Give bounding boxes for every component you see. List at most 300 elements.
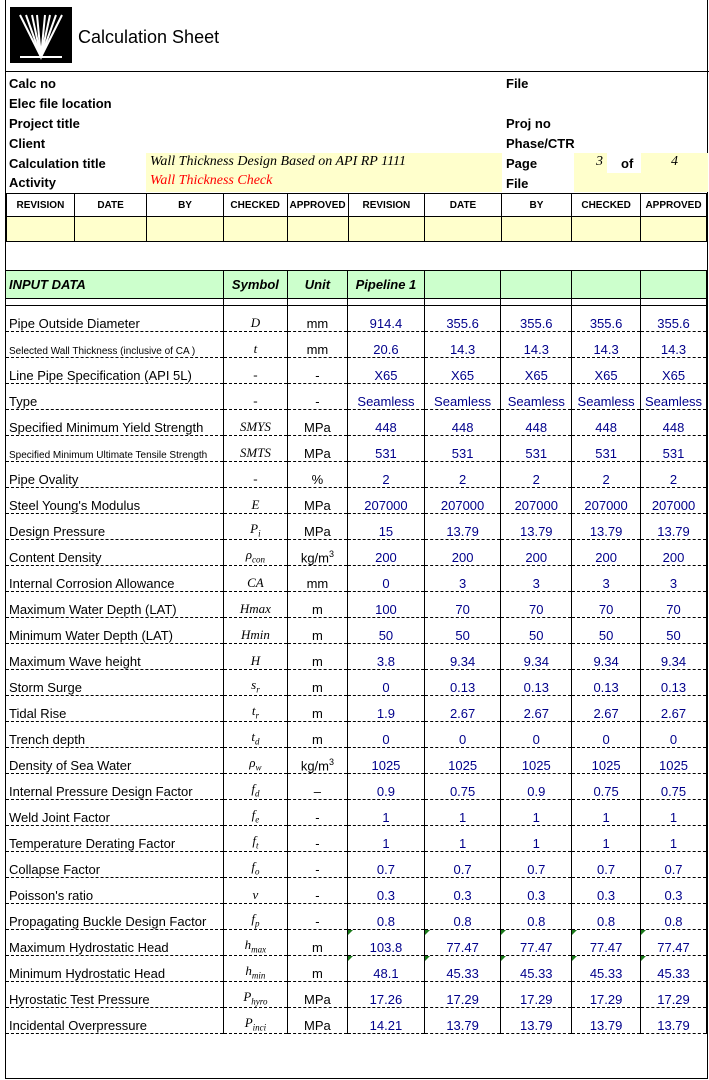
value-text: X65 xyxy=(374,368,398,383)
revision-cell-6[interactable] xyxy=(425,217,502,242)
value-cell[interactable] xyxy=(572,410,641,436)
value-cell[interactable] xyxy=(424,800,501,826)
value-text: 13.79 xyxy=(657,524,690,539)
value-cell[interactable] xyxy=(348,748,425,774)
value-text: 0.7 xyxy=(527,862,546,877)
value-cell[interactable] xyxy=(501,540,572,566)
value-cell[interactable] xyxy=(572,618,641,644)
value-cell[interactable] xyxy=(501,670,572,696)
value-cell[interactable] xyxy=(641,618,707,644)
row-unit: - xyxy=(287,826,347,852)
value-cell[interactable] xyxy=(424,566,501,592)
value-cell[interactable] xyxy=(572,696,641,722)
value-cell[interactable] xyxy=(641,592,707,618)
value-text: 448 xyxy=(595,420,617,435)
value-text: 1 xyxy=(669,836,678,851)
revision-cell-4[interactable] xyxy=(287,217,348,242)
value-cell[interactable] xyxy=(348,904,425,930)
value-text: 1025 xyxy=(371,758,401,773)
revision-cell-5[interactable] xyxy=(348,217,425,242)
row-unit: mm xyxy=(287,306,347,332)
value-cell[interactable] xyxy=(501,410,572,436)
value-cell[interactable] xyxy=(641,930,707,956)
value-cell[interactable] xyxy=(424,904,501,930)
value-text: 207000 xyxy=(514,498,558,513)
row-unit: - xyxy=(287,358,347,384)
value-text: X65 xyxy=(661,368,686,383)
row-symbol: $f_o$ xyxy=(224,852,288,878)
value-cell[interactable] xyxy=(348,462,425,488)
value-cell[interactable] xyxy=(572,306,641,332)
value-cell[interactable] xyxy=(348,592,425,618)
value-cell[interactable] xyxy=(424,592,501,618)
row-symbol: Hmin xyxy=(224,618,288,644)
value-text: 50 xyxy=(529,628,544,643)
value-text: 48.1 xyxy=(373,966,399,981)
value-cell[interactable] xyxy=(641,774,707,800)
proj-no-label: Proj no xyxy=(506,116,551,131)
value-cell[interactable] xyxy=(641,332,707,358)
value-cell[interactable] xyxy=(572,1008,641,1034)
value-cell[interactable] xyxy=(348,722,425,748)
value-text: 448 xyxy=(451,420,474,435)
value-cell[interactable] xyxy=(424,826,501,852)
value-cell[interactable] xyxy=(641,982,707,1008)
formula-flag-icon xyxy=(572,930,577,935)
value-cell[interactable] xyxy=(424,878,501,904)
value-cell[interactable] xyxy=(572,384,641,410)
value-cell[interactable] xyxy=(501,644,572,670)
value-cell[interactable] xyxy=(641,826,707,852)
row-symbol: $f_p$ xyxy=(224,904,288,930)
table-row xyxy=(6,748,707,774)
row-symbol: $\rho_w$ xyxy=(224,748,288,774)
value-cell[interactable] xyxy=(501,488,572,514)
value-cell[interactable] xyxy=(501,722,572,748)
value-text: 1 xyxy=(382,810,390,825)
row-unit: $kg/m^3$ xyxy=(287,540,347,566)
value-text: 14.3 xyxy=(449,342,476,357)
value-cell[interactable] xyxy=(424,384,501,410)
value-text: 355.6 xyxy=(520,316,553,331)
value-cell[interactable] xyxy=(572,852,641,878)
row-label: Storm Surge xyxy=(6,670,224,696)
value-text: X65 xyxy=(524,368,548,383)
value-text: 0.75 xyxy=(449,784,476,799)
value-cell[interactable] xyxy=(641,748,707,774)
value-cell[interactable] xyxy=(641,384,707,410)
value-text: X65 xyxy=(451,368,475,383)
value-text: 77.47 xyxy=(657,940,690,955)
value-cell[interactable] xyxy=(641,878,707,904)
row-label: Line Pipe Specification (API 5L) xyxy=(6,358,224,384)
pipeline-5-header xyxy=(641,271,707,299)
value-cell[interactable] xyxy=(424,982,501,1008)
row-unit: m xyxy=(287,956,347,982)
value-cell[interactable] xyxy=(641,956,707,982)
value-text: 2 xyxy=(458,472,467,487)
value-text: 1 xyxy=(382,836,390,851)
value-text: 17.29 xyxy=(446,992,479,1007)
value-cell[interactable] xyxy=(424,852,501,878)
spacer-cell xyxy=(224,299,288,306)
value-cell[interactable] xyxy=(348,540,425,566)
value-cell[interactable] xyxy=(572,358,641,384)
revision-header-3: CHECKED xyxy=(223,194,287,217)
row-symbol: $s_r$ xyxy=(224,670,288,696)
value-cell[interactable] xyxy=(641,644,707,670)
revision-cell-8[interactable] xyxy=(572,217,641,242)
table-row xyxy=(6,722,707,748)
value-cell[interactable] xyxy=(501,826,572,852)
value-cell[interactable] xyxy=(572,904,641,930)
value-cell[interactable] xyxy=(572,722,641,748)
value-cell[interactable] xyxy=(424,358,501,384)
value-text: 17.29 xyxy=(589,992,623,1007)
row-label: Hyrostatic Test Pressure xyxy=(6,982,224,1008)
row-unit: MPa xyxy=(287,436,347,462)
value-cell[interactable] xyxy=(641,436,707,462)
value-cell[interactable] xyxy=(348,956,425,982)
value-cell[interactable] xyxy=(641,722,707,748)
value-text: 3 xyxy=(669,576,678,591)
value-cell[interactable] xyxy=(348,410,425,436)
table-row xyxy=(6,696,707,722)
value-cell[interactable] xyxy=(424,774,501,800)
value-cell[interactable] xyxy=(641,540,707,566)
row-symbol: $f_e$ xyxy=(224,800,288,826)
value-cell[interactable] xyxy=(348,878,425,904)
value-cell[interactable] xyxy=(348,436,425,462)
value-cell[interactable] xyxy=(572,982,641,1008)
table-row xyxy=(6,644,707,670)
table-row xyxy=(6,592,707,618)
revision-header-8: CHECKED xyxy=(572,194,641,217)
input-data-table xyxy=(6,270,707,1034)
value-cell[interactable] xyxy=(572,774,641,800)
value-cell[interactable] xyxy=(501,774,572,800)
value-cell[interactable] xyxy=(641,488,707,514)
value-cell[interactable] xyxy=(348,696,425,722)
page-total-field[interactable] xyxy=(641,153,708,173)
value-text: 9.34 xyxy=(593,654,619,669)
value-text: 3 xyxy=(458,576,467,591)
value-cell[interactable] xyxy=(501,306,572,332)
value-cell[interactable] xyxy=(348,930,425,956)
value-cell[interactable] xyxy=(641,852,707,878)
value-cell[interactable] xyxy=(348,332,425,358)
row-label: Internal Pressure Design Factor xyxy=(6,774,224,800)
row-symbol: $h_{max}$ xyxy=(224,930,288,956)
value-cell[interactable] xyxy=(572,332,641,358)
value-cell[interactable] xyxy=(572,748,641,774)
table-row xyxy=(6,358,707,384)
value-cell[interactable] xyxy=(641,800,707,826)
value-cell[interactable] xyxy=(641,410,707,436)
formula-flag-icon xyxy=(348,930,353,935)
row-label: Internal Corrosion Allowance xyxy=(6,566,224,592)
value-cell[interactable] xyxy=(348,1008,425,1034)
value-cell[interactable] xyxy=(424,930,501,956)
value-cell[interactable] xyxy=(424,748,501,774)
value-text: 103.8 xyxy=(369,940,403,955)
value-text: 200 xyxy=(525,550,548,565)
value-cell[interactable] xyxy=(501,358,572,384)
value-text: 15 xyxy=(378,524,394,539)
value-cell[interactable] xyxy=(572,644,641,670)
value-cell[interactable] xyxy=(424,956,501,982)
value-cell[interactable] xyxy=(424,332,501,358)
row-unit: - xyxy=(287,384,347,410)
value-text: 13.79 xyxy=(589,524,623,539)
value-text: 1025 xyxy=(659,758,688,773)
value-cell[interactable] xyxy=(348,826,425,852)
value-text: 200 xyxy=(662,550,685,565)
value-cell[interactable] xyxy=(501,436,572,462)
value-cell[interactable] xyxy=(348,514,425,540)
value-cell[interactable] xyxy=(501,514,572,540)
value-cell[interactable] xyxy=(501,1008,572,1034)
value-cell[interactable] xyxy=(572,800,641,826)
value-text: 1 xyxy=(602,810,610,825)
row-symbol: $h_{min}$ xyxy=(224,956,288,982)
value-cell[interactable] xyxy=(424,618,501,644)
value-text: 0 xyxy=(382,732,390,747)
unit-header: Unit xyxy=(287,271,347,299)
value-text: 9.34 xyxy=(523,654,549,669)
value-cell[interactable] xyxy=(641,514,707,540)
sheet-header xyxy=(6,0,709,72)
value-text: 531 xyxy=(525,446,548,461)
row-unit: mm xyxy=(287,332,347,358)
value-cell[interactable] xyxy=(424,670,501,696)
page-label: Page xyxy=(506,156,538,171)
value-cell[interactable] xyxy=(501,384,572,410)
value-cell[interactable] xyxy=(348,566,425,592)
table-row xyxy=(6,878,707,904)
value-cell[interactable] xyxy=(501,800,572,826)
value-text: 45.33 xyxy=(657,966,690,981)
value-cell[interactable] xyxy=(641,566,707,592)
value-cell[interactable] xyxy=(501,878,572,904)
value-cell[interactable] xyxy=(501,566,572,592)
value-text: 3.8 xyxy=(376,654,395,669)
table-row xyxy=(6,332,707,358)
revision-cell-2[interactable] xyxy=(147,217,223,242)
spacer-cell xyxy=(641,299,707,306)
value-cell[interactable] xyxy=(572,514,641,540)
value-text: 14.3 xyxy=(593,342,619,357)
revision-cell-0[interactable] xyxy=(7,217,75,242)
value-cell[interactable] xyxy=(424,1008,501,1034)
value-text: 2.67 xyxy=(660,706,687,721)
spacer-cell xyxy=(6,299,224,306)
value-text: 2.67 xyxy=(449,706,476,721)
value-cell[interactable] xyxy=(348,644,425,670)
value-text: 20.6 xyxy=(373,342,399,357)
value-cell[interactable] xyxy=(641,306,707,332)
table-row xyxy=(6,488,707,514)
revision-cell-9[interactable] xyxy=(641,217,707,242)
table-row xyxy=(6,670,707,696)
value-cell[interactable] xyxy=(501,930,572,956)
revision-header-7: BY xyxy=(501,194,571,217)
value-cell[interactable] xyxy=(572,462,641,488)
value-cell[interactable] xyxy=(424,514,501,540)
value-cell[interactable] xyxy=(424,488,501,514)
value-cell[interactable] xyxy=(501,956,572,982)
value-cell[interactable] xyxy=(348,670,425,696)
page-field[interactable] xyxy=(574,153,607,173)
value-cell[interactable] xyxy=(501,748,572,774)
value-text: 0 xyxy=(602,732,610,747)
value-cell[interactable] xyxy=(348,306,425,332)
value-text: 531 xyxy=(662,446,685,461)
page-title: Calculation Sheet xyxy=(78,27,220,47)
value-text: 0 xyxy=(382,576,390,591)
value-cell[interactable] xyxy=(424,306,501,332)
value-cell[interactable] xyxy=(348,384,425,410)
value-cell[interactable] xyxy=(641,462,707,488)
value-text: 1 xyxy=(458,810,467,825)
table-row xyxy=(6,436,707,462)
table-row xyxy=(6,852,707,878)
activity-field[interactable] xyxy=(146,173,502,192)
value-cell[interactable] xyxy=(501,462,572,488)
row-label: Poisson's ratio xyxy=(6,878,224,904)
value-cell[interactable] xyxy=(348,618,425,644)
value-text: 13.79 xyxy=(520,524,553,539)
row-label: Pipe Ovality xyxy=(6,462,224,488)
row-symbol: $t_d$ xyxy=(224,722,288,748)
table-row xyxy=(6,904,707,930)
value-text: 2 xyxy=(532,472,540,487)
value-cell[interactable] xyxy=(572,592,641,618)
row-symbol: D xyxy=(224,306,288,332)
project-title-label: Project title xyxy=(9,116,80,131)
revision-cell-1[interactable] xyxy=(74,217,147,242)
row-label: Design Pressure xyxy=(6,514,224,540)
activity-label: Activity xyxy=(9,175,56,190)
value-text: 2 xyxy=(669,472,678,487)
value-text: X65 xyxy=(594,368,618,383)
value-cell[interactable] xyxy=(572,436,641,462)
value-cell[interactable] xyxy=(348,488,425,514)
value-text: 50 xyxy=(666,628,681,643)
value-text: 1 xyxy=(669,810,678,825)
value-cell[interactable] xyxy=(348,358,425,384)
value-text: 0.8 xyxy=(597,914,616,929)
table-row xyxy=(6,956,707,982)
value-cell[interactable] xyxy=(348,800,425,826)
page-value: 3 xyxy=(596,154,603,169)
spacer-cell xyxy=(572,299,641,306)
value-cell[interactable] xyxy=(572,670,641,696)
value-text: 0.75 xyxy=(593,784,619,799)
value-cell[interactable] xyxy=(572,930,641,956)
table-row xyxy=(6,462,707,488)
value-cell[interactable] xyxy=(501,696,572,722)
value-text: 13.79 xyxy=(446,524,479,539)
value-text: 0.8 xyxy=(376,914,395,929)
value-cell[interactable] xyxy=(424,644,501,670)
revision-header-4: APPROVED xyxy=(287,194,348,217)
calc-title-field[interactable] xyxy=(146,153,502,173)
row-label: Minimum Hydrostatic Head xyxy=(6,956,224,982)
value-text: 0.3 xyxy=(453,888,472,903)
row-symbol: t xyxy=(224,332,288,358)
row-symbol: $f_t$ xyxy=(224,826,288,852)
value-cell[interactable] xyxy=(572,826,641,852)
value-cell[interactable] xyxy=(424,410,501,436)
value-cell[interactable] xyxy=(501,982,572,1008)
value-cell[interactable] xyxy=(501,852,572,878)
row-label: Maximum Hydrostatic Head xyxy=(6,930,224,956)
value-cell[interactable] xyxy=(572,878,641,904)
row-symbol: - xyxy=(224,358,288,384)
file-field[interactable] xyxy=(574,173,708,192)
revision-cell-7[interactable] xyxy=(501,217,571,242)
value-text: 2 xyxy=(382,472,390,487)
value-cell[interactable] xyxy=(424,540,501,566)
value-cell[interactable] xyxy=(572,956,641,982)
value-text: 50 xyxy=(598,628,614,643)
value-cell[interactable] xyxy=(572,566,641,592)
revision-cell-3[interactable] xyxy=(223,217,287,242)
value-text: 13.79 xyxy=(446,1018,479,1033)
value-text: 50 xyxy=(378,628,394,643)
row-unit: MPa xyxy=(287,488,347,514)
pipeline-4-header xyxy=(572,271,641,299)
value-cell[interactable] xyxy=(572,488,641,514)
row-unit: m xyxy=(287,618,347,644)
value-cell[interactable] xyxy=(641,696,707,722)
value-cell[interactable] xyxy=(641,358,707,384)
value-cell[interactable] xyxy=(348,982,425,1008)
value-cell[interactable] xyxy=(501,332,572,358)
value-cell[interactable] xyxy=(641,1008,707,1034)
table-row xyxy=(6,384,707,410)
value-cell[interactable] xyxy=(572,540,641,566)
table-row xyxy=(6,1008,707,1034)
value-cell[interactable] xyxy=(641,670,707,696)
value-text: 0.3 xyxy=(527,888,546,903)
value-cell[interactable] xyxy=(641,904,707,930)
value-text: 14.3 xyxy=(523,342,549,357)
formula-flag-icon xyxy=(572,956,577,961)
value-text: 2.67 xyxy=(523,706,549,721)
value-text: 0.7 xyxy=(597,862,616,877)
value-cell[interactable] xyxy=(424,722,501,748)
value-cell[interactable] xyxy=(501,618,572,644)
value-cell[interactable] xyxy=(501,592,572,618)
value-cell[interactable] xyxy=(424,462,501,488)
of-label: of xyxy=(621,156,634,171)
value-text: 0.7 xyxy=(664,862,683,877)
row-label: Tidal Rise xyxy=(6,696,224,722)
value-cell[interactable] xyxy=(424,436,501,462)
value-cell[interactable] xyxy=(348,774,425,800)
value-text: 0.13 xyxy=(523,680,549,695)
row-label: Steel Young's Modulus xyxy=(6,488,224,514)
value-cell[interactable] xyxy=(348,852,425,878)
value-text: 45.33 xyxy=(446,966,479,981)
row-unit: mm xyxy=(287,566,347,592)
formula-flag-icon xyxy=(641,930,646,935)
value-cell[interactable] xyxy=(501,904,572,930)
revision-header-9: APPROVED xyxy=(641,194,707,217)
value-cell[interactable] xyxy=(424,696,501,722)
